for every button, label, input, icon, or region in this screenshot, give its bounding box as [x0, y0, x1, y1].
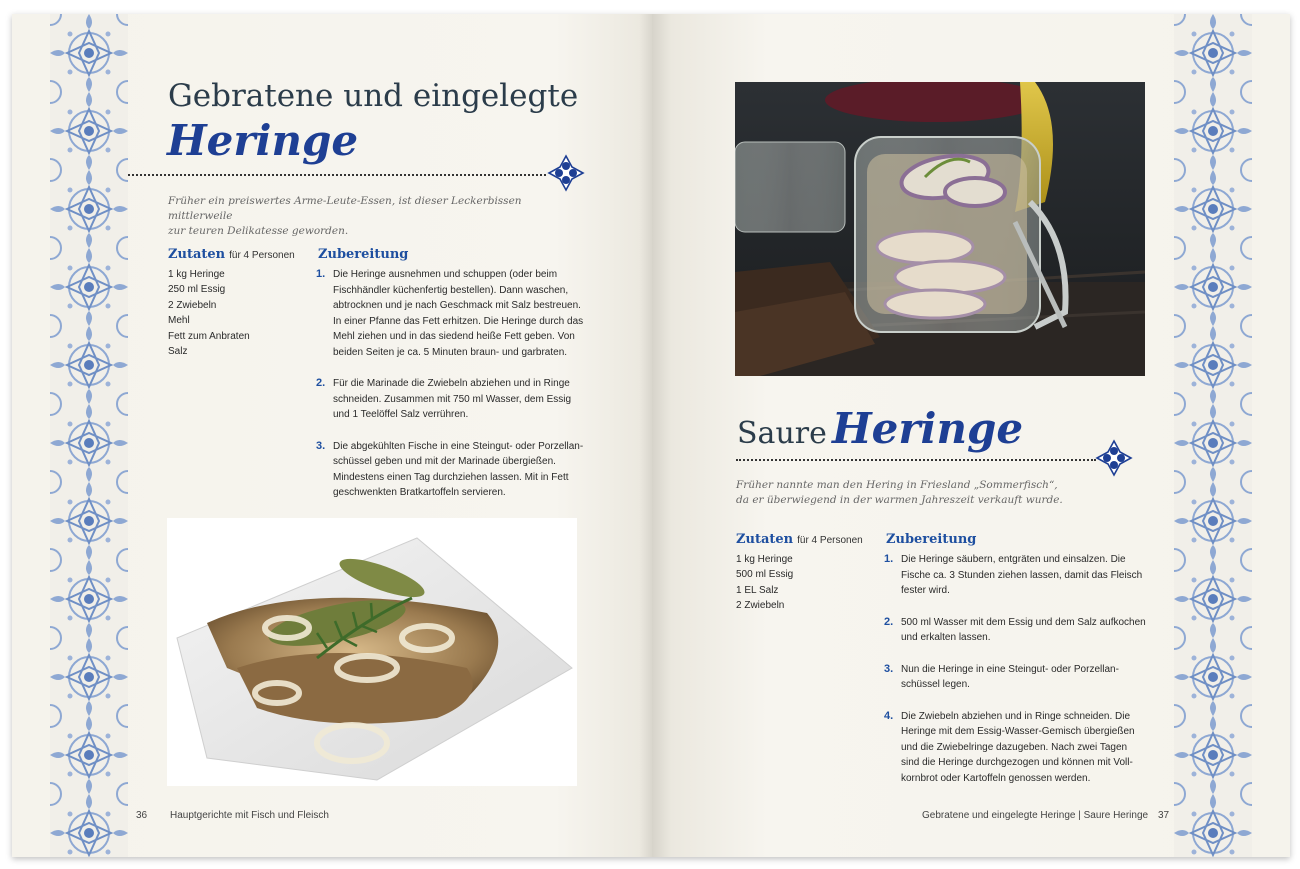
ingredient-item: 2 Zwiebeln [168, 299, 217, 311]
page-number-right: 37 [1158, 810, 1170, 821]
footer-chapter-right: Gebratene und eingelegte Heringe | Saure Heringe [922, 810, 1149, 821]
flower-emblem-icon [547, 154, 585, 192]
step-number: 1. [316, 268, 326, 280]
step-line: Nun die Heringe in eine Steingut- oder Porzellan- [901, 663, 1119, 675]
intro-line: Früher ein preiswertes Arme-Leute-Essen, ist dieser Leckerbissen mittlerweile [168, 195, 522, 222]
recipe2-title-light: Saure [737, 416, 827, 451]
intro-line: da er überwiegend in der warmen Jahreszeit verkauft wurde. [736, 494, 1063, 506]
ingredient-item: Mehl [168, 315, 190, 327]
step-line: Fischhändler küchenfertig bestellen). Dann waschen, [333, 284, 569, 296]
footer-chapter-left: Hauptgerichte mit Fisch und Fleisch [170, 810, 329, 821]
left-ornament-border [50, 14, 128, 857]
ingredients-heading-label: Zutaten [736, 532, 794, 547]
step-number: 3. [316, 439, 326, 452]
step-item [316, 267, 596, 360]
ingredients-servings: für 4 Personen [797, 535, 863, 546]
step-line: beiden Seiten je ca. 5 Minuten braun- und garbraten. [333, 346, 568, 358]
step-item [884, 552, 1164, 599]
step-line: schüssel geben und mit der Marinade übergießen. [333, 456, 556, 467]
step-line: kornbrot oder Kartoffeln genossen werden. [901, 772, 1091, 784]
fried-herring-photo [167, 518, 577, 786]
step-number: 1. [884, 553, 894, 565]
step-line: schneiden. Zusammen mit 750 ml Wasser, dem Essig [333, 393, 572, 405]
ingredients-heading-label: Zutaten [168, 247, 226, 262]
right-page [652, 14, 1290, 857]
step-line: 500 ml Wasser mit dem Essig und dem Salz aufkochen [901, 616, 1146, 628]
herring-jar-photo [735, 82, 1145, 376]
left-page [12, 14, 652, 857]
step-line: Fische ca. 3 Stunden ziehen lassen, damit das Fleisch [901, 569, 1143, 581]
step-number: 2. [884, 615, 894, 628]
step-number: 3. [884, 662, 894, 675]
ingredients-heading [168, 247, 295, 262]
ingredient-item: 250 ml Essig [168, 284, 226, 296]
step-line: Mindestens einen Tag durchziehen lassen. Mit in Fett [333, 471, 569, 483]
ingredients-list-2 [736, 552, 793, 614]
step-line: sind die Heringe durchgezogen und können mit Voll- [901, 757, 1133, 768]
step-line: schüssel legen. [901, 679, 970, 690]
recipe-title-line2: Heringe [167, 116, 359, 165]
ingredient-item: Fett zum Anbraten [168, 330, 250, 342]
step-line: Heringe mit dem Essig-Wasser-Gemisch übergießen [901, 726, 1135, 737]
ingredient-item: Salz [168, 346, 188, 358]
step-item [316, 376, 596, 423]
title-divider [128, 174, 546, 176]
preparation-heading: Zubereitung [318, 247, 409, 262]
intro-line: zur teuren Delikatesse geworden. [168, 225, 349, 237]
flower-emblem-icon [1095, 439, 1133, 477]
ingredients-heading-2 [736, 532, 863, 547]
preparation-steps [316, 267, 596, 517]
step-number: 2. [316, 377, 326, 389]
preparation-steps-2 [884, 552, 1164, 802]
recipe-intro [168, 194, 548, 239]
step-line: Die Heringe ausnehmen und schuppen (oder beim [333, 269, 558, 280]
step-line: und die Zwiebelringe dazugeben. Nach zwei Tagen [901, 741, 1128, 753]
recipe-title-line1: Gebratene und eingelegte [168, 78, 579, 114]
intro-line: Früher nannte man den Hering in Friesland „Sommerfisch“, [736, 479, 1058, 491]
ingredient-item: 500 ml Essig [736, 569, 794, 581]
step-item [884, 662, 1164, 693]
step-number: 4. [884, 709, 894, 722]
step-line: fester wird. [901, 585, 950, 596]
step-line: abtrocknen und je nach Geschmack mit Salz bestreuen. [333, 300, 581, 311]
step-line: Die abgekühlten Fische in eine Steingut- oder Porzellan- [333, 440, 584, 452]
right-ornament-border [1174, 14, 1290, 857]
step-item [316, 439, 596, 501]
book-spread [12, 14, 1290, 857]
recipe2-title-bold: Heringe [832, 404, 1024, 453]
page-number-left: 36 [136, 810, 148, 821]
ingredient-item: 1 kg Heringe [168, 269, 225, 280]
step-line: und erkalten lassen. [901, 632, 991, 643]
step-line: Für die Marinade die Zwiebeln abziehen und in Ringe [333, 378, 570, 389]
step-line: geschwenkten Bratkartoffeln servieren. [333, 487, 506, 498]
preparation-heading-2: Zubereitung [886, 532, 977, 547]
step-line: In einer Pfanne das Fett erhitzen. Die Heringe durch das [333, 315, 584, 327]
ingredients-servings: für 4 Personen [229, 250, 295, 261]
ingredient-item: 2 Zwiebeln [736, 600, 785, 612]
step-line: Mehl ziehen und in das siedend heiße Fett geben. Von [333, 331, 575, 342]
title-divider-2 [736, 459, 1096, 461]
step-item [884, 615, 1164, 646]
ingredients-list [168, 267, 250, 359]
step-line: Die Zwiebeln abziehen und in Ringe schneiden. Die [901, 710, 1131, 722]
step-item [884, 709, 1164, 787]
ingredient-item: 1 EL Salz [736, 584, 779, 596]
recipe2-intro [736, 478, 1096, 508]
step-line: Die Heringe säubern, entgräten und einsalzen. Die [901, 554, 1126, 565]
step-line: und 1 Teelöffel Salz verrühren. [333, 409, 469, 420]
ingredient-item: 1 kg Heringe [736, 554, 793, 565]
